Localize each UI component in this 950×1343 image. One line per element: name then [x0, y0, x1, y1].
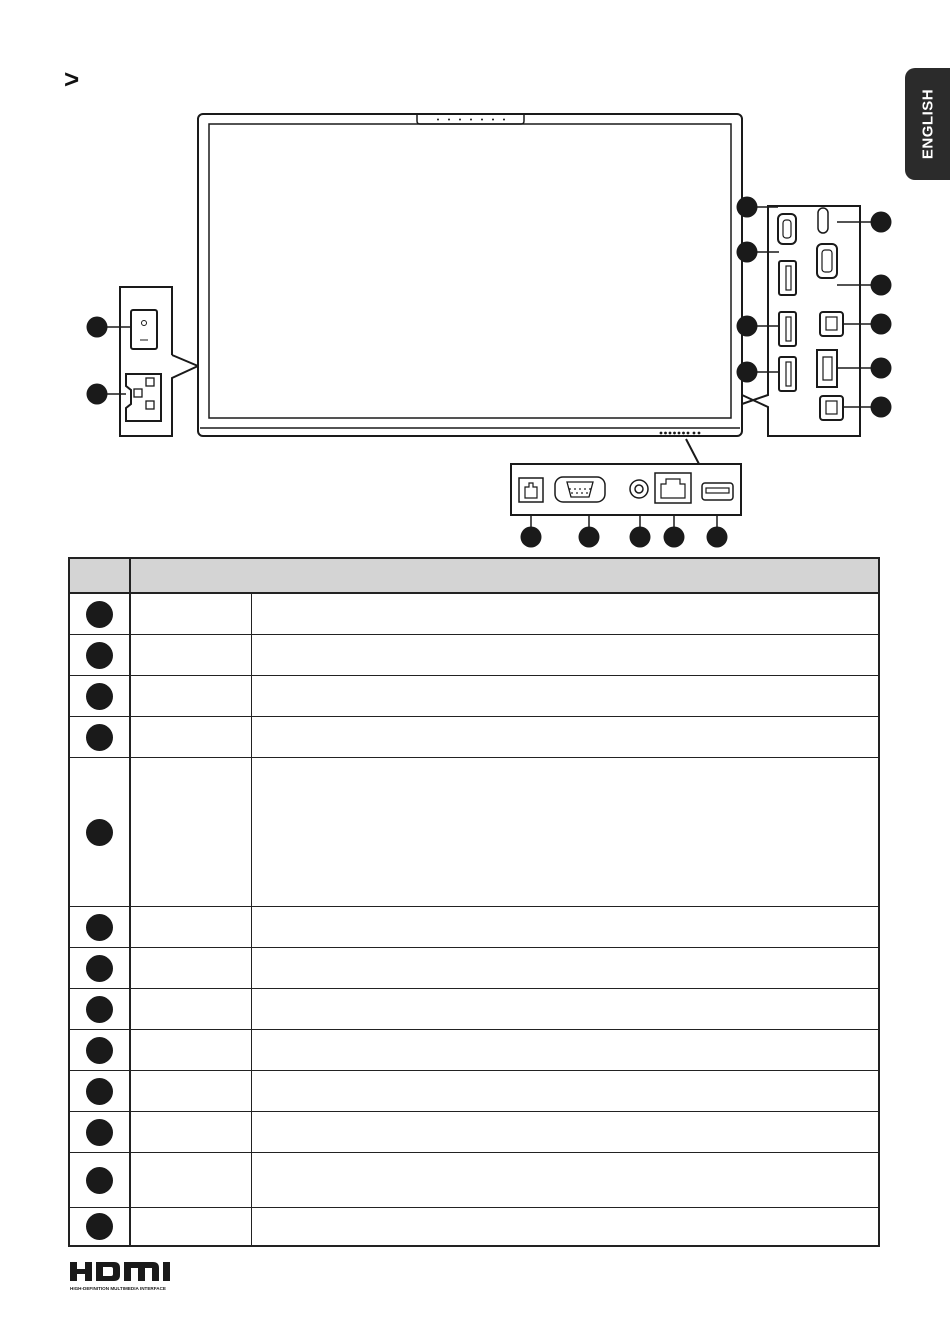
table-row [70, 1208, 878, 1245]
table-header [70, 559, 878, 594]
row-name-cell [131, 1208, 252, 1245]
display-frame [198, 114, 742, 436]
display-ports-diagram [0, 0, 950, 560]
row-name-cell [131, 907, 252, 947]
table-row [70, 989, 878, 1030]
port-hdmi-side [778, 214, 796, 244]
row-name-cell [131, 594, 252, 634]
table-row [70, 758, 878, 907]
row-desc-cell [252, 907, 878, 947]
row-desc-cell [252, 1112, 878, 1152]
row-name-cell [131, 1071, 252, 1111]
row-desc-cell [252, 676, 878, 716]
ports-table [68, 557, 880, 1247]
row-desc-cell [252, 1030, 878, 1070]
hdmi-logo [70, 1260, 180, 1292]
row-marker [70, 907, 131, 947]
row-desc-cell [252, 1071, 878, 1111]
table-row [70, 635, 878, 676]
table-row [70, 1153, 878, 1208]
port-displayport [817, 350, 837, 387]
ac-inlet [126, 374, 161, 421]
table-row [70, 717, 878, 758]
row-marker [70, 1030, 131, 1070]
row-marker [70, 1208, 131, 1245]
row-marker [70, 1153, 131, 1207]
row-marker [70, 635, 131, 675]
port-usb-a-bottom [702, 483, 733, 500]
row-desc-cell [252, 1153, 878, 1207]
header-number-cell [70, 559, 131, 592]
row-name-cell [131, 1153, 252, 1207]
row-marker [70, 758, 131, 906]
row-marker [70, 676, 131, 716]
table-row [70, 1071, 878, 1112]
row-marker [70, 948, 131, 988]
section-marker: > [64, 64, 80, 94]
row-desc-cell [252, 1208, 878, 1245]
row-name-cell [131, 1030, 252, 1070]
bottom-port-panel [511, 439, 741, 515]
table-row [70, 594, 878, 635]
row-desc-cell [252, 758, 878, 906]
table-row [70, 676, 878, 717]
language-tab-label: ENGLISH [919, 88, 936, 160]
row-marker [70, 1071, 131, 1111]
port-usb-b-1 [820, 312, 843, 336]
row-name-cell [131, 989, 252, 1029]
power-switch [131, 310, 157, 349]
row-desc-cell [252, 948, 878, 988]
side-port-panel [742, 206, 860, 436]
table-row [70, 1030, 878, 1071]
power-panel [120, 287, 198, 436]
row-name-cell [131, 676, 252, 716]
row-name-cell [131, 1112, 252, 1152]
row-desc-cell [252, 989, 878, 1029]
hdmi-tagline: HIGH-DEFINITION MULTIMEDIA INTERFACE [70, 1286, 166, 1291]
row-desc-cell [252, 635, 878, 675]
display-screen [209, 124, 731, 418]
row-desc-cell [252, 717, 878, 757]
row-marker [70, 717, 131, 757]
row-marker [70, 989, 131, 1029]
port-usb-c [818, 208, 828, 233]
row-name-cell [131, 758, 252, 906]
row-name-cell [131, 635, 252, 675]
row-desc-cell [252, 594, 878, 634]
table-row [70, 907, 878, 948]
port-usb-b-2 [820, 396, 843, 420]
row-name-cell [131, 717, 252, 757]
port-hdmi-2 [817, 244, 837, 278]
table-row [70, 1112, 878, 1153]
row-marker [70, 1112, 131, 1152]
row-marker [70, 594, 131, 634]
table-row [70, 948, 878, 989]
port-audio [630, 480, 648, 498]
row-name-cell [131, 948, 252, 988]
